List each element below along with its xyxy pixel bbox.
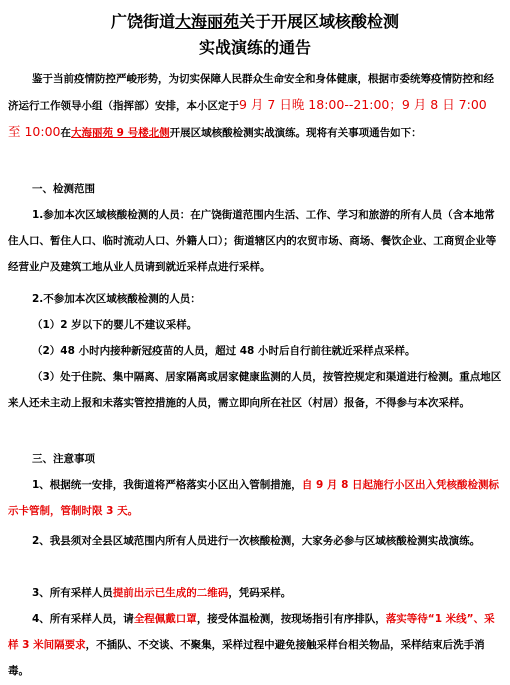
s2-item-3-text-b: ，凭码采样。	[228, 587, 292, 599]
s2-item-4-text-b: ，接受体温检测，按现场指引有序排队，	[196, 613, 386, 625]
intro-text-c: 开展区域核酸检测实战演练。现将有关事项通告如下：	[169, 127, 422, 139]
section-1-item-2-3: （3）处于住院、集中隔离、居家隔离或居家健康监测的人员，按管控规定和渠道进行检测。重点地区来人还未主动上报和未落实管控措施的人员，需立即向所在社区（村居）报备，不得参与本次采样。	[8, 371, 502, 409]
section-1-item-2-1: （1）2 岁以下的婴儿不建议采样。	[32, 319, 198, 331]
section-1-heading: 一、检测范围	[32, 183, 95, 195]
s2-item-4-text-c: ，不插队、不交谈、不聚集，采样过程中避免接触采样台相关物品，采样结束后洗手消毒。	[8, 639, 485, 677]
s2-item-3-text-a: 3、所有采样人员	[32, 587, 113, 599]
intro-text-b: 在	[60, 127, 71, 139]
intro-place: 大海丽苑 9 号楼北侧	[71, 127, 170, 139]
title-line-2: 实战演练的通告	[198, 38, 311, 57]
section-2-item-3	[8, 580, 502, 606]
intro-time: 9 月 7 日晚 18:00--21:00；9 月 8 日 7:00 至 10:00	[8, 97, 487, 139]
s2-item-1-highlight: 自 9 月 8 日起施行小区出入凭核酸检测标示卡管制，管制时限 3 天。	[8, 479, 500, 517]
section-1-item-1: 1.参加本次区域核酸检测的人员：在广饶街道范围内生活、工作、学习和旅游的所有人员（含本地常住人口、暂住人口、临时流动人口、外籍人口）；街道辖区内的农贸市场、商场、餐饮企业、工商贸企业等经营业户及建筑工地从业人员请到就近采样点进行采样。	[8, 209, 497, 273]
s2-item-1-text: 1、根据统一安排，我街道将严格落实小区出入管制措施，	[32, 479, 302, 491]
intro-paragraph	[8, 66, 502, 146]
s2-item-4-highlight-2: 落实等待“1 米线”、采样 3 米间隔要求	[8, 613, 495, 651]
section-2-item-4	[8, 606, 502, 684]
section-2-heading: 三、注意事项	[32, 453, 95, 465]
s2-item-4-highlight-1: 全程佩戴口罩	[133, 613, 197, 625]
title-line-1	[0, 10, 510, 34]
section-1-item-2-2: （2）48 小时内接种新冠疫苗的人员，超过 48 小时后自行前往就近采样点采样。	[32, 345, 416, 357]
title-community-name: 大海丽苑	[174, 12, 239, 31]
section-2-item-2: 2、我县须对全县区域范围内所有人员进行一次核酸检测，大家务必参与区域核酸检测实战演练。	[32, 535, 481, 547]
title-part-a: 广饶街道	[110, 12, 175, 31]
section-2-item-1	[8, 472, 502, 524]
s2-item-4-text-a: 4、所有采样人员，请	[32, 613, 134, 625]
intro-text-a: 鉴于当前疫情防控严峻形势，为切实保障人民群众生命安全和身体健康，根据市委统筹疫情防控和经济运行工作领导小组（指挥部）安排，本小区定于	[8, 73, 494, 112]
s2-item-3-highlight: 提前出示已生成的二维码	[112, 587, 229, 599]
title-part-b: 关于开展区域核酸检测	[239, 12, 400, 31]
section-1-item-2: 2.不参加本次区域核酸检测的人员：	[32, 293, 201, 305]
